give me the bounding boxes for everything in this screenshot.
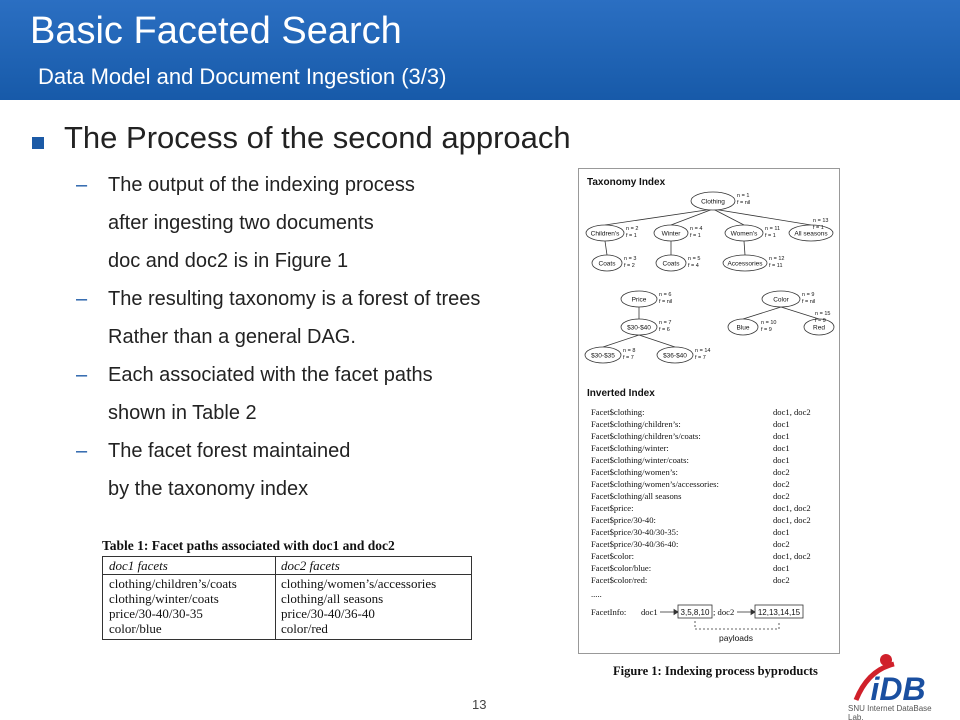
node-n: n = 1 bbox=[737, 193, 750, 199]
table-cell: price/30-40/30-35 bbox=[109, 606, 203, 621]
node-label: All seasons bbox=[794, 230, 828, 238]
table-cell: clothing/children’s/coats bbox=[109, 576, 237, 591]
index-key: Facet$clothing/all seasons bbox=[591, 491, 682, 501]
index-key: Facet$clothing/winter/coats: bbox=[591, 455, 689, 465]
index-docs: doc2 bbox=[773, 575, 790, 585]
index-key: Facet$price/30-40/30-35: bbox=[591, 527, 679, 537]
index-docs: doc1, doc2 bbox=[773, 407, 811, 417]
doc2-payload: 12,13,14,15 bbox=[757, 608, 801, 617]
index-docs: doc1 bbox=[773, 431, 790, 441]
index-docs: doc1 bbox=[773, 419, 790, 429]
payloads-label: payloads bbox=[718, 633, 754, 643]
node-label: $30-$40 bbox=[627, 324, 651, 332]
index-key: Facet$color/blue: bbox=[591, 563, 652, 573]
node-f: f = 1 bbox=[813, 225, 824, 231]
taxonomy-title: Taxonomy Index bbox=[587, 177, 666, 188]
node-f: f = 1 bbox=[765, 233, 776, 239]
node-label: Accessories bbox=[727, 260, 763, 268]
idb-logo bbox=[848, 650, 944, 712]
facet-paths-table bbox=[102, 538, 472, 640]
table-caption: Table 1: Facet paths associated with doc1 and doc2 bbox=[102, 538, 395, 553]
dash-bullet: – bbox=[76, 288, 88, 310]
taxonomy-nodes bbox=[585, 192, 834, 363]
index-docs: doc2 bbox=[773, 467, 790, 477]
node-f: f = 11 bbox=[769, 263, 783, 269]
node-label: Color bbox=[773, 296, 789, 304]
doc1-label: doc1 bbox=[641, 607, 658, 617]
dash-bullet: – bbox=[76, 174, 88, 196]
table-cell: clothing/all seasons bbox=[281, 591, 384, 606]
dash-bullet: – bbox=[76, 364, 88, 386]
index-key: Facet$color/red: bbox=[591, 575, 648, 585]
table-grid bbox=[102, 556, 472, 640]
node-f: f = nil bbox=[659, 299, 673, 305]
sub-point: Each associated with the facet paths bbox=[108, 364, 433, 386]
figure-drawing bbox=[579, 169, 841, 655]
node-stats bbox=[623, 193, 830, 361]
sub-point: The output of the indexing process bbox=[108, 174, 415, 196]
logo-caption: SNU Internet DataBase Lab. bbox=[848, 704, 932, 720]
index-docs: doc1 bbox=[773, 563, 790, 573]
node-label: Women's bbox=[730, 230, 758, 238]
index-key: Facet$clothing/children’s: bbox=[591, 419, 681, 429]
node-f: f = 1 bbox=[690, 233, 701, 239]
node-label: Red bbox=[813, 324, 825, 332]
node-n: n = 8 bbox=[623, 348, 636, 354]
sub-point: doc and doc2 is in Figure 1 bbox=[108, 250, 349, 272]
table-cell: clothing/winter/coats bbox=[109, 591, 219, 606]
node-label: $36-$40 bbox=[663, 352, 687, 360]
node-label: Clothing bbox=[701, 198, 725, 206]
doc1-payload: 3,5,8,10 bbox=[680, 608, 710, 617]
node-n: n = 12 bbox=[769, 256, 785, 262]
node-f: f = 4 bbox=[688, 263, 699, 269]
node-f: f = 6 bbox=[659, 327, 670, 333]
doc2-label: ; doc2 bbox=[713, 607, 735, 617]
node-n: n = 14 bbox=[695, 348, 711, 354]
node-label: Children's bbox=[590, 230, 620, 238]
node-n: n = 4 bbox=[690, 226, 703, 232]
node-label: $30-$35 bbox=[591, 352, 615, 360]
node-label: Winter bbox=[661, 230, 681, 238]
node-labels bbox=[591, 199, 829, 360]
table-header: doc2 facets bbox=[281, 558, 340, 573]
index-key: Facet$clothing/women’s/accessories: bbox=[591, 479, 719, 489]
node-n: n = 10 bbox=[761, 320, 777, 326]
index-key: Facet$clothing: bbox=[591, 407, 645, 417]
node-label: Blue bbox=[736, 324, 750, 332]
node-f: f = 9 bbox=[815, 318, 826, 324]
index-docs: doc1, doc2 bbox=[773, 503, 811, 513]
node-f: f = 7 bbox=[695, 355, 706, 361]
payload-bracket bbox=[695, 621, 779, 629]
node-n: n = 6 bbox=[659, 292, 672, 298]
slide-header bbox=[0, 0, 960, 100]
figure-caption: Figure 1: Indexing process byproducts bbox=[613, 664, 818, 678]
table-cell: color/red bbox=[281, 621, 328, 636]
inverted-index-title: Inverted Index bbox=[587, 388, 655, 399]
node-f: f = 7 bbox=[623, 355, 634, 361]
main-bullet-text: The Process of the second approach bbox=[64, 120, 571, 155]
dash-bullet: – bbox=[76, 440, 88, 462]
node-f: f = 9 bbox=[761, 327, 772, 333]
node-f: f = nil bbox=[802, 299, 816, 305]
sub-point: The facet forest maintained bbox=[108, 440, 351, 462]
inverted-index-rows bbox=[591, 407, 811, 599]
index-docs: doc1 bbox=[773, 455, 790, 465]
node-label: Coats bbox=[662, 260, 680, 268]
node-n: n = 15 bbox=[815, 311, 831, 317]
slide-title: Basic Faceted Search bbox=[30, 10, 402, 52]
sub-point: Rather than a general DAG. bbox=[108, 326, 356, 348]
table-divider bbox=[103, 574, 471, 575]
node-n: n = 3 bbox=[624, 256, 637, 262]
table-cell: price/30-40/36-40 bbox=[281, 606, 375, 621]
sub-point: shown in Table 2 bbox=[108, 402, 257, 424]
index-docs: doc2 bbox=[773, 479, 790, 489]
index-key: Facet$price/30-40: bbox=[591, 515, 656, 525]
index-docs: doc1, doc2 bbox=[773, 551, 811, 561]
sub-point: after ingesting two documents bbox=[108, 212, 374, 234]
index-key: Facet$clothing/winter: bbox=[591, 443, 669, 453]
facetinfo-label: FacetInfo: bbox=[591, 607, 627, 617]
index-docs: doc1, doc2 bbox=[773, 515, 811, 525]
index-docs: doc2 bbox=[773, 539, 790, 549]
table-divider bbox=[275, 557, 276, 639]
node-n: n = 13 bbox=[813, 218, 829, 224]
index-key: Facet$price: bbox=[591, 503, 634, 513]
node-label: Price bbox=[631, 296, 647, 304]
index-key: Facet$clothing/women’s: bbox=[591, 467, 678, 477]
page-number: 13 bbox=[472, 697, 487, 712]
node-n: n = 5 bbox=[688, 256, 701, 262]
table-header: doc1 facets bbox=[109, 558, 168, 573]
ellipsis: ..... bbox=[591, 589, 602, 599]
table-cell: clothing/women’s/accessories bbox=[281, 576, 437, 591]
sub-point: by the taxonomy index bbox=[108, 478, 309, 500]
square-bullet-icon bbox=[32, 137, 44, 149]
sub-point: The resulting taxonomy is a forest of trees bbox=[108, 288, 481, 310]
node-n: n = 2 bbox=[626, 226, 639, 232]
node-f: f = nil bbox=[737, 200, 751, 206]
node-n: n = 11 bbox=[765, 226, 781, 232]
index-key: Facet$price/30-40/36-40: bbox=[591, 539, 679, 549]
node-f: f = 2 bbox=[624, 263, 635, 269]
index-docs: doc2 bbox=[773, 491, 790, 501]
node-n: n = 7 bbox=[659, 320, 672, 326]
node-n: n = 9 bbox=[802, 292, 815, 298]
index-key: Facet$clothing/children’s/coats: bbox=[591, 431, 701, 441]
table-cell: color/blue bbox=[109, 621, 162, 636]
logo-text: iDB bbox=[870, 671, 926, 707]
indexing-figure bbox=[578, 168, 840, 654]
slide-subtitle: Data Model and Document Ingestion (3/3) bbox=[38, 64, 447, 89]
index-docs: doc1 bbox=[773, 527, 790, 537]
index-docs: doc1 bbox=[773, 443, 790, 453]
index-key: Facet$color: bbox=[591, 551, 634, 561]
node-f: f = 1 bbox=[626, 233, 637, 239]
node-label: Coats bbox=[598, 260, 616, 268]
